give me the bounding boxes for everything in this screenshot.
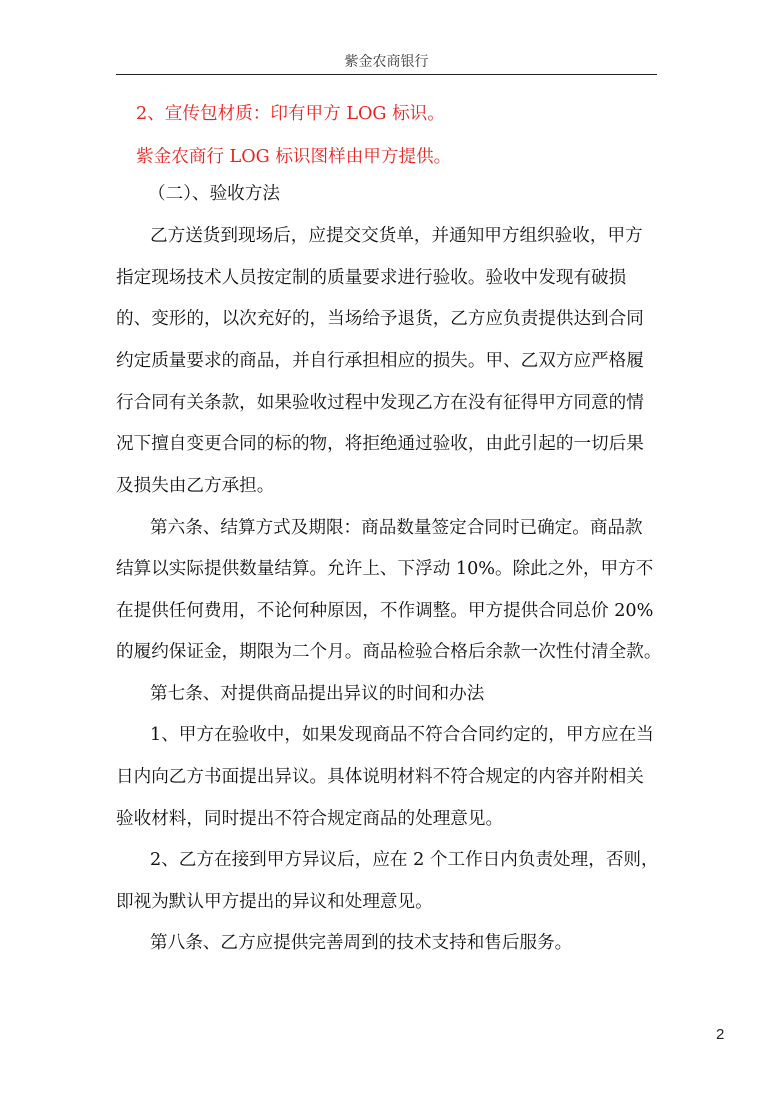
paragraph-line: 2、乙方在接到甲方异议后，应在 2 个工作日内负责处理，否则， [150,850,659,870]
paragraph-line: 乙方送货到现场后，应提交交货单，并通知甲方组织验收，甲方 [150,226,643,246]
paragraph-line: 的履约保证金，期限为二个月。商品检验合格后余款一次性付清全款。 [116,642,662,662]
paragraph-line: 第八条、乙方应提供完善周到的技术支持和售后服务。 [150,933,573,953]
paragraph-line: 1、甲方在验收中，如果发现商品不符合合同约定的，甲方应在当 [150,725,654,745]
paragraph-line: 第六条、结算方式及期限：商品数量签定合同时已确定。商品款 [150,518,643,538]
paragraph-line: 的、变形的，以次充好的，当场给予退货，乙方应负责提供达到合同 [116,309,644,329]
paragraph-line: 结算以实际提供数量结算。允许上、下浮动 10%。除此之外，甲方不 [116,559,654,579]
section-heading: 第七条、对提供商品提出异议的时间和办法 [150,684,485,704]
paragraph-line: 指定现场技术人员按定制的质量要求进行验收。验收中发现有破损 [116,268,627,288]
page-header-title: 紫金农商银行 [344,54,429,70]
section-heading: （二）、验收方法 [148,184,280,204]
header-rule [116,74,657,75]
paragraph-line: 况下擅自变更合同的标的物，将拒绝通过验收，由此引起的一切后果 [116,434,644,454]
paragraph-line: 约定质量要求的商品，并自行承担相应的损失。甲、乙双方应严格履 [116,351,644,371]
paragraph-line: 即视为默认甲方提出的异议和处理意见。 [116,892,433,912]
paragraph-line: 在提供任何费用，不论何种原因，不作调整。甲方提供合同总价 20% [116,601,654,621]
paragraph-line: 及损失由乙方承担。 [116,476,275,496]
paragraph-line: 日内向乙方书面提出异议。具体说明材料不符合规定的内容并附相关 [116,767,644,787]
paragraph-line: 2、宣传包材质：印有甲方 LOG 标识。 [136,104,445,124]
paragraph-line: 行合同有关条款，如果验收过程中发现乙方在没有征得甲方同意的情 [116,393,644,413]
page-number: 2 [716,1026,725,1043]
paragraph-line: 紫金农商行 LOG 标识图样由甲方提供。 [136,147,452,167]
paragraph-line: 验收材料，同时提出不符合规定商品的处理意见。 [116,809,504,829]
